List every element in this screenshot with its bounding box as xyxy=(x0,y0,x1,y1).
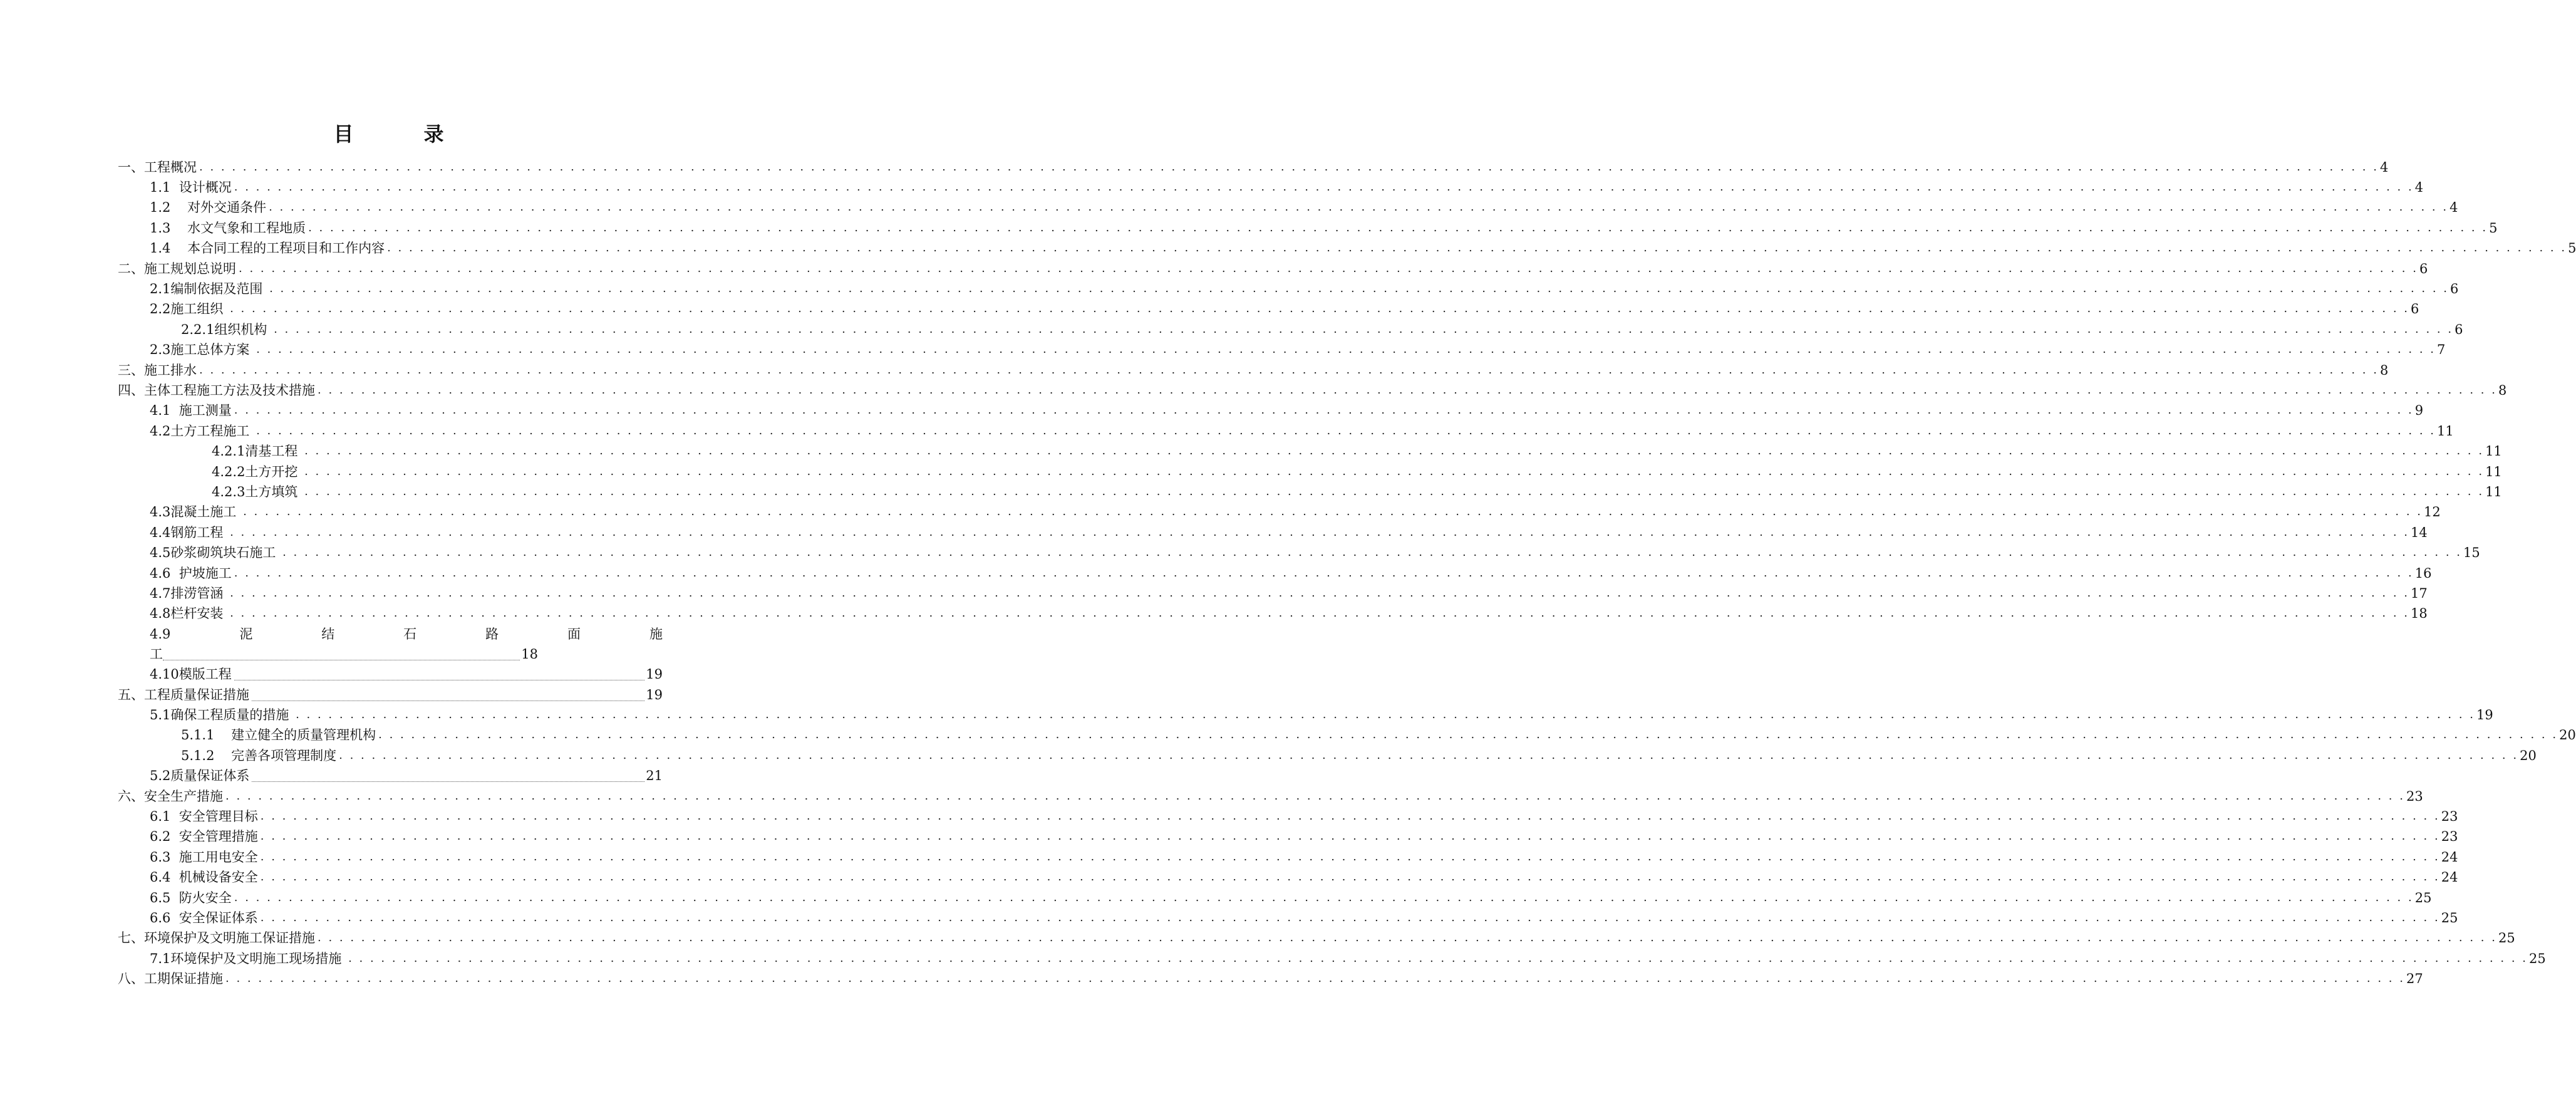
toc-entry[interactable] xyxy=(118,259,2428,279)
toc-entry-label: 4.2.1清基工程 xyxy=(212,444,303,459)
toc-page-number: 24 xyxy=(2441,870,2458,885)
toc-page-number: 16 xyxy=(2414,566,2432,581)
toc-entry[interactable] xyxy=(150,888,2432,908)
toc-page-number: 25 xyxy=(2498,930,2515,945)
toc-entry[interactable] xyxy=(150,218,2498,238)
toc-page-number: 6 xyxy=(2454,322,2463,337)
toc-dot-leader: . . . . . . . . . . . . . . . . . . . . . . . . . . . . . . . . . . . . . . . . . . . . . . . . . . . . . . . . . . . . . . . . . . . . . . . . . . . . . . . . . . . . . . . . . . . . . . . . . . . . . . . . . . . . . . . . . . . . . . . . . . . . . . . . . . . . . . . . . . . . . . . . . . . . . . . . . . . . . . . . . . . . . . . . . . . . . . . . . . . . . . . . . . . . . . . . . . . . . . . . xyxy=(269,282,2449,295)
toc-dot-leader: . . . . . . . . . . . . . . . . . . . . . . . . . . . . . . . . . . . . . . . . . . . . . . . . . . . . . . . . . . . . . . . . . . . . . . . . . . . . . . . . . . . . . . . . . . . . . . . . . . . . . . . . . . . . . . . . . . . . . . . . . . . . . . . . . . . . . . . . . . . . . . . . . . . . . . . . . . . . . . . . . . . . . . . . . . . . . . . . . . . . . . . . . . . . . . . . . . . . . . . . xyxy=(318,383,2497,397)
toc-page-number: 21 xyxy=(646,768,663,783)
toc-dot-leader: . . . . . . . . . . . . . . . . . . . . . . . . . . . . . . . . . . . . . . . . . . . . . . . . . . . . . . . . . . . . . . . . . . . . . . . . . . . . . . . . . . . . . . . . . . . . . . . . . . . . . . . . . . . . . . . . . . . . . . . . . . . . . . . . . . . . . . . . . . . . . . . . . . . . . . . . . . . . . . . . . . . . . . . . . . . . . . . . . . . . . . . . . . . . . . . . . . . . . . . . xyxy=(234,180,2414,194)
toc-page-number: 25 xyxy=(2441,910,2458,925)
toc-page-number: 19 xyxy=(646,687,663,702)
toc-page-number: 15 xyxy=(2463,545,2480,560)
toc-page-number: 14 xyxy=(2411,525,2428,540)
toc-dot-leader: . . . . . . . . . . . . . . . . . . . . . . . . . . . . . . . . . . . . . . . . . . . . . . . . . . . . . . . . . . . . . . . . . . . . . . . . . . . . . . . . . . . . . . . . . . . . . . . . . . . . . . . . . . . . . . . . . . . . . . . . . . . . . . . . . . . . . . . . . . . . . . . . . . . . . . . . . . . . . . . . . . . . . . . . . . . . . . . . . . . . . . . . . . . . . . . . . . . . . . . . xyxy=(378,728,2558,741)
toc-entry-label-part: 路 xyxy=(485,627,499,642)
toc-dot-leader: . . . . . . . . . . . . . . . . . . . . . . . . . . . . . . . . . . . . . . . . . . . . . . . . . . . . . . . . . . . . . . . . . . . . . . . . . . . . . . . . . . . . . . . . . . . . . . . . . . . . . . . . . . . . . . . . . . . . . . . . . . . . . . . . . . . . . . . . . . . . . . . . . . . . . . . . . . . . . . . . . . . . . . . . . . . . . . . . . . . . . . . . . . . . . . . . . . . . . . . . xyxy=(225,972,2405,985)
toc-entry[interactable] xyxy=(150,400,2424,420)
toc-entry[interactable] xyxy=(150,563,2432,583)
toc-entry[interactable] xyxy=(150,502,2441,522)
toc-entry[interactable] xyxy=(150,197,2458,217)
toc-page-number: 11 xyxy=(2485,484,2502,499)
toc-dot-leader: . . . . . . . . . . . . . . . . . . . . . . . . . . . . . . . . . . . . . . . . . . . . . . . . . . . . . . . . . . . . . . . . . . . . . . . . . . . . . . . . . . . . . . . . . . . . . . . . . . . . . . . . . . . . . . . . . . . . . . . . . . . . . . . . . . . . . . . . . . . . . . . . . . . . . . . . . . . . . . . . . . . . . . . . . . . . . . . . . . . . . . . . . . . . . . . . . . . . . . . . xyxy=(239,262,2418,275)
toc-page-number: 8 xyxy=(2379,363,2389,378)
toc-page-number: 20 xyxy=(2559,727,2576,742)
toc-page-number: 23 xyxy=(2441,829,2458,844)
toc-entry[interactable] xyxy=(150,583,2428,603)
toc-entry[interactable] xyxy=(181,746,2537,766)
toc-page-number: 27 xyxy=(2406,971,2423,986)
toc-dot-leader: . . . . . . . . . . . . . . . . . . . . . . . . . . . . . . . . . . . . . . . . . . . . . . . . . . . . . . . . . . . . . . . . . . . . . . . . . . . . . . . . . . . . . . . . . . . . . . . . . . . . . . . . . . . . . . . . . . . . . . . . . . . . . . . . . . . . . . . . . . . . . . . . . . . . . . . . . . . . . . . . . . . . . . . . . . . . . . . . . . . . . . . . . . . . . . . . . . . . . . . . xyxy=(274,323,2454,336)
toc-dot-leader: . . . . . . . . . . . . . . . . . . . . . . . . . . . . . . . . . . . . . . . . . . . . . . . . . . . . . . . . . . . . . . . . . . . . . . . . . . . . . . . . . . . . . . . . . . . . . . . . . . . . . . . . . . . . . . . . . . . . . . . . . . . . . . . . . . . . . . . . . . . . . . . . . . . . . . . . . . . . . . . . . . . . . . . . . . . . . . . . . . . . . . . . . . . . . . . . . . . . . . . . xyxy=(230,607,2410,620)
toc-dot-leader: . . . . . . . . . . . . . . . . . . . . . . . . . . . . . . . . . . . . . . . . . . . . . . . . . . . . . . . . . . . . . . . . . . . . . . . . . . . . . . . . . . . . . . . . . . . . . . . . . . . . . . . . . . . . . . . . . . . . . . . . . . . . . . . . . . . . . . . . . . . . . . . . . . . . . . . . . . . . . . . . . . . . . . . . . . . . . . . . . . . . . . . . . . . . . . . . . . . . . . . . xyxy=(199,363,2379,377)
toc-entry-label: 6.3 施工用电安全 xyxy=(150,850,258,865)
toc-dot-leader: . . . . . . . . . . . . . . . . . . . . . . . . . . . . . . . . . . . . . . . . . . . . . . . . . . . . . . . . . . . . . . . . . . . . . . . . . . . . . . . . . . . . . . . . . . . . . . . . . . . . . . . . . . . . . . . . . . . . . . . . . . . . . . . . . . . . . . . . . . . . . . . . . . . . . . . . . . . . . . . . . . . . . . . . . . . . . . . . . . . . . . . . . . . . . . . . . . . . . . . . xyxy=(296,708,2476,721)
toc-dot-leader: . . . . . . . . . . . . . . . . . . . . . . . . . . . . . . . . . . . . . . . . . . . . . . . . . . . . . . . . . . . . . . . . . . . . . . . . . . . . . . . . . . . . . . . . . . . . . . . . . . . . . . . . . . . . . . . . . . . . . . . . . . . . . . . . . . . . . . . . . . . . . . . . . . . . . . . . . . . . . . . . . . . . . . . . . . . . . . . . . . . . . . . . . . . . . . . . . . . . . . . . xyxy=(260,810,2440,823)
toc-entry[interactable] xyxy=(150,705,2493,725)
toc-entry-label: 四、主体工程施工方法及技术措施 xyxy=(118,383,315,398)
toc-entry-label: 4.8栏杆安装 xyxy=(150,606,228,621)
toc-entry-label: 4.6 护坡施工 xyxy=(150,566,232,581)
toc-entry[interactable] xyxy=(150,766,663,786)
toc-entry-justified[interactable] xyxy=(150,624,663,644)
toc-page-number: 12 xyxy=(2424,504,2441,519)
toc-dot-leader: . . . . . . . . . . . . . . . . . . . . . . . . . . . . . . . . . . . . . . . . . . . . . . . . . . . . . . . . . . . . . . . . . . . . . . . . . . . . . . . . . . . . . . . . . . . . . . . . . . . . . . . . . . . . . . . . . . . . . . . . . . . . . . . . . . . . . . . . . . . . . . . . . . . . . . . . . . . . . . . . . . . . . . . . . . . . . . . . . . . . . . . . . . . . . . . . . . . . . . . . xyxy=(308,221,2488,234)
toc-dot-leader: . . . . . . . . . . . . . . . . . . . . . . . . . . . . . . . . . . . . . . . . . . . . . . . . . . . . . . . . . . . . . . . . . . . . . . . . . . . . . . . . . . . . . . . . . . . . . . . . . . . . . . . . . . . . . . . . . . . . . . . . . . . . . . . . . . . . . . . . . . . . . . . . . . . . . . . . . . . . . . . . . . . . . . . . . . . . . . . . . . . . . . . . . . . . . . . . . . . . . . . . xyxy=(256,424,2436,437)
toc-entry[interactable] xyxy=(150,867,2458,887)
toc-dot-leader: . . . . . . . . . . . . . . . . . . . . . . . . . . . . . . . . . . . . . . . . . . . . . . . . . . . . . . . . . . . . . . . . . . . . . . . . . . . . . . . . . . . . . . . . . . . . . . . . . . . . . . . . . . . . . . . . . . . . . . . . . . . . . . . . . . . . . . . . . . . . . . . . . . . . . . . . . . . . . . . . . . . . . . . . . . . . . . . . . . . . . . . . . . . . . . . . . . . . . . . . xyxy=(199,160,2379,174)
toc-entry-label-part: 4.9 xyxy=(150,627,171,642)
toc-entry[interactable] xyxy=(150,806,2458,826)
toc-entry[interactable] xyxy=(150,949,2546,969)
toc-entry[interactable] xyxy=(181,725,2576,745)
toc-page-number: 6 xyxy=(2450,281,2459,296)
toc-entry[interactable] xyxy=(118,786,2423,806)
toc-entry-label: 一、工程概况 xyxy=(118,160,197,175)
toc-entry[interactable] xyxy=(150,664,663,684)
toc-entry[interactable] xyxy=(118,685,663,705)
toc-entry-label: 5.2质量保证体系 xyxy=(150,768,250,783)
toc-entry[interactable] xyxy=(212,441,2502,461)
toc-entry-label: 4.5砂浆砌筑块石施工 xyxy=(150,545,281,560)
toc-page-number: 7 xyxy=(2437,342,2446,357)
toc-page-number: 18 xyxy=(2411,606,2428,621)
toc-page-number: 20 xyxy=(2520,748,2537,763)
toc-entry[interactable] xyxy=(118,360,2389,380)
toc-entry-label: 五、工程质量保证措施 xyxy=(118,687,249,702)
toc-entry-label: 6.4 机械设备安全 xyxy=(150,870,258,885)
toc-entry-label: 二、施工规划总说明 xyxy=(118,261,236,276)
toc-dot-leader: . . . . . . . . . . . . . . . . . . . . . . . . . . . . . . . . . . . . . . . . . . . . . . . . . . . . . . . . . . . . . . . . . . . . . . . . . . . . . . . . . . . . . . . . . . . . . . . . . . . . . . . . . . . . . . . . . . . . . . . . . . . . . . . . . . . . . . . . . . . . . . . . . . . . . . . . . . . . . . . . . . . . . . . . . . . . . . . . . . . . . . . . . . . . . . . . . . . . . . . . xyxy=(348,952,2528,965)
toc-entry-label: 2.1编制依据及范围 xyxy=(150,281,267,296)
toc-page-number: 23 xyxy=(2441,809,2458,824)
toc-entry[interactable] xyxy=(150,299,2419,319)
toc-dot-leader xyxy=(252,781,644,782)
toc-entry-label: 5.1确保工程质量的措施 xyxy=(150,707,294,722)
toc-page-number: 9 xyxy=(2414,403,2424,418)
toc-entry-label: 八、工期保证措施 xyxy=(118,971,223,986)
toc-entry-label: 七、环境保护及文明施工保证措施 xyxy=(118,930,315,945)
toc-entry-label: 三、施工排水 xyxy=(118,363,197,378)
toc-dot-leader: . . . . . . . . . . . . . . . . . . . . . . . . . . . . . . . . . . . . . . . . . . . . . . . . . . . . . . . . . . . . . . . . . . . . . . . . . . . . . . . . . . . . . . . . . . . . . . . . . . . . . . . . . . . . . . . . . . . . . . . . . . . . . . . . . . . . . . . . . . . . . . . . . . . . . . . . . . . . . . . . . . . . . . . . . . . . . . . . . . . . . . . . . . . . . . . . . . . . . . . . xyxy=(304,485,2485,498)
toc-dot-leader: . . . . . . . . . . . . . . . . . . . . . . . . . . . . . . . . . . . . . . . . . . . . . . . . . . . . . . . . . . . . . . . . . . . . . . . . . . . . . . . . . . . . . . . . . . . . . . . . . . . . . . . . . . . . . . . . . . . . . . . . . . . . . . . . . . . . . . . . . . . . . . . . . . . . . . . . . . . . . . . . . . . . . . . . . . . . . . . . . . . . . . . . . . . . . . . . . . . . . . . . xyxy=(260,911,2440,924)
toc-dot-leader: . . . . . . . . . . . . . . . . . . . . . . . . . . . . . . . . . . . . . . . . . . . . . . . . . . . . . . . . . . . . . . . . . . . . . . . . . . . . . . . . . . . . . . . . . . . . . . . . . . . . . . . . . . . . . . . . . . . . . . . . . . . . . . . . . . . . . . . . . . . . . . . . . . . . . . . . . . . . . . . . . . . . . . . . . . . . . . . . . . . . . . . . . . . . . . . . . . . . . . . . xyxy=(318,931,2497,944)
toc-entry[interactable] xyxy=(118,969,2423,989)
toc-page-number: 6 xyxy=(2419,261,2428,276)
toc-dot-leader: . . . . . . . . . . . . . . . . . . . . . . . . . . . . . . . . . . . . . . . . . . . . . . . . . . . . . . . . . . . . . . . . . . . . . . . . . . . . . . . . . . . . . . . . . . . . . . . . . . . . . . . . . . . . . . . . . . . . . . . . . . . . . . . . . . . . . . . . . . . . . . . . . . . . . . . . . . . . . . . . . . . . . . . . . . . . . . . . . . . . . . . . . . . . . . . . . . . . . . . . xyxy=(260,850,2440,863)
toc-entry-label: 4.7排涝管涵 xyxy=(150,586,228,601)
toc-page-number: 18 xyxy=(521,647,538,662)
toc-entry-label: 4.2.3土方填筑 xyxy=(212,484,303,499)
toc-dot-leader: . . . . . . . . . . . . . . . . . . . . . . . . . . . . . . . . . . . . . . . . . . . . . . . . . . . . . . . . . . . . . . . . . . . . . . . . . . . . . . . . . . . . . . . . . . . . . . . . . . . . . . . . . . . . . . . . . . . . . . . . . . . . . . . . . . . . . . . . . . . . . . . . . . . . . . . . . . . . . . . . . . . . . . . . . . . . . . . . . . . . . . . . . . . . . . . . . . . . . . . . xyxy=(304,465,2485,478)
toc-page-number: 5 xyxy=(2489,221,2498,236)
toc-page-number: 11 xyxy=(2485,444,2502,459)
toc-page-number: 19 xyxy=(646,667,663,682)
toc-page-number: 5 xyxy=(2568,241,2576,256)
toc-page-number: 6 xyxy=(2411,301,2419,316)
toc-entry-label: 4.2土方工程施工 xyxy=(150,424,254,439)
toc-page-number: 19 xyxy=(2476,707,2493,722)
toc-page-number: 23 xyxy=(2406,789,2423,804)
toc-entry-label: 2.2.1组织机构 xyxy=(181,322,272,337)
toc-entry-label: 1.4 本合同工程的工程项目和工作内容 xyxy=(150,241,385,256)
toc-page-number: 4 xyxy=(2449,200,2458,215)
toc-page-number: 25 xyxy=(2529,951,2546,966)
toc-dot-leader: . . . . . . . . . . . . . . . . . . . . . . . . . . . . . . . . . . . . . . . . . . . . . . . . . . . . . . . . . . . . . . . . . . . . . . . . . . . . . . . . . . . . . . . . . . . . . . . . . . . . . . . . . . . . . . . . . . . . . . . . . . . . . . . . . . . . . . . . . . . . . . . . . . . . . . . . . . . . . . . . . . . . . . . . . . . . . . . . . . . . . . . . . . . . . . . . . . . . . . . . xyxy=(304,444,2485,457)
toc-entry-label-part: 结 xyxy=(321,627,335,642)
toc-entry[interactable] xyxy=(150,421,2454,441)
toc-dot-leader: . . . . . . . . . . . . . . . . . . . . . . . . . . . . . . . . . . . . . . . . . . . . . . . . . . . . . . . . . . . . . . . . . . . . . . . . . . . . . . . . . . . . . . . . . . . . . . . . . . . . . . . . . . . . . . . . . . . . . . . . . . . . . . . . . . . . . . . . . . . . . . . . . . . . . . . . . . . . . . . . . . . . . . . . . . . . . . . . . . . . . . . . . . . . . . . . . . . . . . . . xyxy=(243,505,2423,518)
toc-entry-label: 7.1环境保护及文明施工现场措施 xyxy=(150,951,346,966)
toc-entry[interactable] xyxy=(150,523,2428,543)
toc-entry[interactable] xyxy=(181,320,2463,340)
toc-dot-leader: . . . . . . . . . . . . . . . . . . . . . . . . . . . . . . . . . . . . . . . . . . . . . . . . . . . . . . . . . . . . . . . . . . . . . . . . . . . . . . . . . . . . . . . . . . . . . . . . . . . . . . . . . . . . . . . . . . . . . . . . . . . . . . . . . . . . . . . . . . . . . . . . . . . . . . . . . . . . . . . . . . . . . . . . . . . . . . . . . . . . . . . . . . . . . . . . . . . . . . . . xyxy=(339,749,2519,762)
toc-dot-leader: . . . . . . . . . . . . . . . . . . . . . . . . . . . . . . . . . . . . . . . . . . . . . . . . . . . . . . . . . . . . . . . . . . . . . . . . . . . . . . . . . . . . . . . . . . . . . . . . . . . . . . . . . . . . . . . . . . . . . . . . . . . . . . . . . . . . . . . . . . . . . . . . . . . . . . . . . . . . . . . . . . . . . . . . . . . . . . . . . . . . . . . . . . . . . . . . . . . . . . . . xyxy=(269,201,2449,214)
toc-dot-leader: . . . . . . . . . . . . . . . . . . . . . . . . . . . . . . . . . . . . . . . . . . . . . . . . . . . . . . . . . . . . . . . . . . . . . . . . . . . . . . . . . . . . . . . . . . . . . . . . . . . . . . . . . . . . . . . . . . . . . . . . . . . . . . . . . . . . . . . . . . . . . . . . . . . . . . . . . . . . . . . . . . . . . . . . . . . . . . . . . . . . . . . . . . . . . . . . . . . . . . . . xyxy=(234,566,2414,580)
page-title: 目 录 xyxy=(333,122,469,146)
toc-dot-leader: . . . . . . . . . . . . . . . . . . . . . . . . . . . . . . . . . . . . . . . . . . . . . . . . . . . . . . . . . . . . . . . . . . . . . . . . . . . . . . . . . . . . . . . . . . . . . . . . . . . . . . . . . . . . . . . . . . . . . . . . . . . . . . . . . . . . . . . . . . . . . . . . . . . . . . . . . . . . . . . . . . . . . . . . . . . . . . . . . . . . . . . . . . . . . . . . . . . . . . . . xyxy=(234,891,2414,904)
toc-page-number: 17 xyxy=(2411,586,2428,601)
toc-page-number: 8 xyxy=(2498,383,2507,398)
toc-entry[interactable] xyxy=(150,908,2458,928)
toc-dot-leader: . . . . . . . . . . . . . . . . . . . . . . . . . . . . . . . . . . . . . . . . . . . . . . . . . . . . . . . . . . . . . . . . . . . . . . . . . . . . . . . . . . . . . . . . . . . . . . . . . . . . . . . . . . . . . . . . . . . . . . . . . . . . . . . . . . . . . . . . . . . . . . . . . . . . . . . . . . . . . . . . . . . . . . . . . . . . . . . . . . . . . . . . . . . . . . . . . . . . . . . . xyxy=(230,302,2410,315)
toc-entry-label-tail: 工 xyxy=(150,647,163,662)
toc-page-number: 4 xyxy=(2414,180,2424,195)
toc-entry-label: 6.2 安全管理措施 xyxy=(150,829,258,844)
toc-dot-leader: . . . . . . . . . . . . . . . . . . . . . . . . . . . . . . . . . . . . . . . . . . . . . . . . . . . . . . . . . . . . . . . . . . . . . . . . . . . . . . . . . . . . . . . . . . . . . . . . . . . . . . . . . . . . . . . . . . . . . . . . . . . . . . . . . . . . . . . . . . . . . . . . . . . . . . . . . . . . . . . . . . . . . . . . . . . . . . . . . . . . . . . . . . . . . . . . . . . . . . . . xyxy=(260,830,2440,843)
toc-entry-label: 5.1.2 完善各项管理制度 xyxy=(181,748,337,763)
toc-entry-label: 六、安全生产措施 xyxy=(118,789,223,804)
toc-entry[interactable] xyxy=(150,177,2424,197)
toc-entry-label: 4.4钢筋工程 xyxy=(150,525,228,540)
toc-entry-label: 2.3施工总体方案 xyxy=(150,342,254,357)
toc-entry[interactable] xyxy=(212,462,2502,482)
toc-dot-leader: . . . . . . . . . . . . . . . . . . . . . . . . . . . . . . . . . . . . . . . . . . . . . . . . . . . . . . . . . . . . . . . . . . . . . . . . . . . . . . . . . . . . . . . . . . . . . . . . . . . . . . . . . . . . . . . . . . . . . . . . . . . . . . . . . . . . . . . . . . . . . . . . . . . . . . . . . . . . . . . . . . . . . . . . . . . . . . . . . . . . . . . . . . . . . . . . . . . . . . . . xyxy=(230,526,2410,539)
toc-entry-label: 6.5 防火安全 xyxy=(150,890,232,905)
toc-entry-label-part: 石 xyxy=(403,627,417,642)
toc-entry-label: 4.3混凝土施工 xyxy=(150,504,241,519)
toc-entry[interactable] xyxy=(150,279,2459,299)
toc-page-number: 4 xyxy=(2379,160,2389,175)
toc-dot-leader: . . . . . . . . . . . . . . . . . . . . . . . . . . . . . . . . . . . . . . . . . . . . . . . . . . . . . . . . . . . . . . . . . . . . . . . . . . . . . . . . . . . . . . . . . . . . . . . . . . . . . . . . . . . . . . . . . . . . . . . . . . . . . . . . . . . . . . . . . . . . . . . . . . . . . . . . . . . . . . . . . . . . . . . . . . . . . . . . . . . . . . . . . . . . . . . . . . . . . . . . xyxy=(260,870,2440,883)
toc-entry[interactable] xyxy=(118,928,2515,948)
toc-dot-leader: . . . . . . . . . . . . . . . . . . . . . . . . . . . . . . . . . . . . . . . . . . . . . . . . . . . . . . . . . . . . . . . . . . . . . . . . . . . . . . . . . . . . . . . . . . . . . . . . . . . . . . . . . . . . . . . . . . . . . . . . . . . . . . . . . . . . . . . . . . . . . . . . . . . . . . . . . . . . . . . . . . . . . . . . . . . . . . . . . . . . . . . . . . . . . . . . . . . . . . . . xyxy=(282,546,2463,559)
toc-page-number: 11 xyxy=(2437,424,2454,439)
toc-entry-label: 4.10模版工程 xyxy=(150,667,232,682)
toc-entry-label: 4.2.2土方开挖 xyxy=(212,464,303,479)
toc-entry[interactable] xyxy=(150,340,2446,360)
toc-entry-label: 6.6 安全保证体系 xyxy=(150,910,258,925)
toc-entry-label-part: 施 xyxy=(649,627,663,642)
toc-entry-label-part: 泥 xyxy=(239,627,253,642)
toc-entry-label-part: 面 xyxy=(567,627,581,642)
toc-page-number: 24 xyxy=(2441,850,2458,865)
toc-entry-label: 6.1 安全管理目标 xyxy=(150,809,258,824)
toc-page-number: 25 xyxy=(2414,890,2432,905)
toc-entry[interactable] xyxy=(150,238,2576,258)
toc-entry[interactable] xyxy=(150,847,2458,867)
toc-entry-label: 5.1.1 建立健全的质量管理机构 xyxy=(181,727,376,742)
toc-entry-label: 1.2 对外交通条件 xyxy=(150,200,267,215)
toc-dot-leader: . . . . . . . . . . . . . . . . . . . . . . . . . . . . . . . . . . . . . . . . . . . . . . . . . . . . . . . . . . . . . . . . . . . . . . . . . . . . . . . . . . . . . . . . . . . . . . . . . . . . . . . . . . . . . . . . . . . . . . . . . . . . . . . . . . . . . . . . . . . . . . . . . . . . . . . . . . . . . . . . . . . . . . . . . . . . . . . . . . . . . . . . . . . . . . . . . . . . . . . . xyxy=(225,789,2405,803)
toc-entry[interactable] xyxy=(150,603,2428,623)
toc-entry-label: 4.1 施工测量 xyxy=(150,403,232,418)
toc-page-number: 11 xyxy=(2485,464,2502,479)
toc-entry[interactable] xyxy=(118,157,2389,177)
toc-entry[interactable] xyxy=(150,826,2458,846)
toc-entry-continuation[interactable] xyxy=(150,644,538,664)
toc-dot-leader: . . . . . . . . . . . . . . . . . . . . . . . . . . . . . . . . . . . . . . . . . . . . . . . . . . . . . . . . . . . . . . . . . . . . . . . . . . . . . . . . . . . . . . . . . . . . . . . . . . . . . . . . . . . . . . . . . . . . . . . . . . . . . . . . . . . . . . . . . . . . . . . . . . . . . . . . . . . . . . . . . . . . . . . . . . . . . . . . . . . . . . . . . . . . . . . . . . . . . . . . xyxy=(234,404,2414,417)
toc-entry-label: 1.3 水文气象和工程地质 xyxy=(150,221,306,236)
toc-entry-label: 1.1 设计概况 xyxy=(150,180,232,195)
toc-entry[interactable] xyxy=(150,543,2480,563)
toc-dot-leader: . . . . . . . . . . . . . . . . . . . . . . . . . . . . . . . . . . . . . . . . . . . . . . . . . . . . . . . . . . . . . . . . . . . . . . . . . . . . . . . . . . . . . . . . . . . . . . . . . . . . . . . . . . . . . . . . . . . . . . . . . . . . . . . . . . . . . . . . . . . . . . . . . . . . . . . . . . . . . . . . . . . . . . . . . . . . . . . . . . . . . . . . . . . . . . . . . . . . . . . . xyxy=(230,586,2410,600)
toc-dot-leader: . . . . . . . . . . . . . . . . . . . . . . . . . . . . . . . . . . . . . . . . . . . . . . . . . . . . . . . . . . . . . . . . . . . . . . . . . . . . . . . . . . . . . . . . . . . . . . . . . . . . . . . . . . . . . . . . . . . . . . . . . . . . . . . . . . . . . . . . . . . . . . . . . . . . . . . . . . . . . . . . . . . . . . . . . . . . . . . . . . . . . . . . . . . . . . . . . . . . . . . . xyxy=(387,241,2567,254)
toc-entry[interactable] xyxy=(118,380,2507,400)
toc-dot-leader: . . . . . . . . . . . . . . . . . . . . . . . . . . . . . . . . . . . . . . . . . . . . . . . . . . . . . . . . . . . . . . . . . . . . . . . . . . . . . . . . . . . . . . . . . . . . . . . . . . . . . . . . . . . . . . . . . . . . . . . . . . . . . . . . . . . . . . . . . . . . . . . . . . . . . . . . . . . . . . . . . . . . . . . . . . . . . . . . . . . . . . . . . . . . . . . . . . . . . . . . xyxy=(256,343,2436,356)
toc-entry-label: 2.2施工组织 xyxy=(150,301,228,316)
toc-entry[interactable] xyxy=(212,482,2502,502)
